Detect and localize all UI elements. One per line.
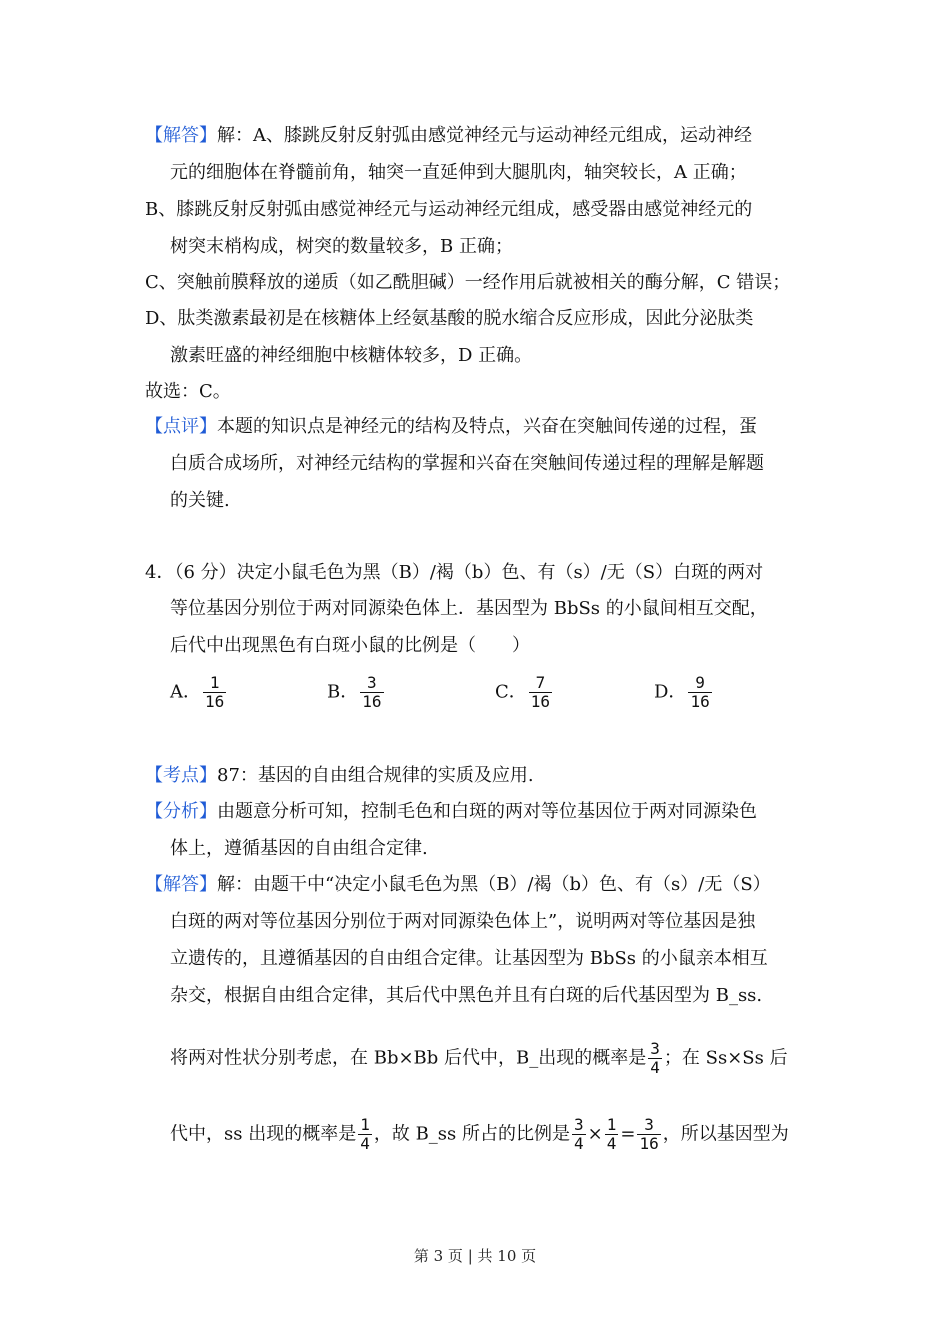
jieda-tag: 【解答】 [145, 874, 217, 895]
fraction-1-4-b: $\frac{1}{4}$ [606, 1115, 617, 1153]
jieda-line-3: 立遗传的，且遵循基因的自由组合定律。让基因型为 BbSs 的小鼠亲本相互 [170, 948, 768, 969]
analysis-line-7: 激素旺盛的神经细胞中核糖体较多，D 正确。 [170, 345, 533, 366]
comment-line-3: 的关键. [170, 490, 230, 511]
fenxi-tag: 【分析】 [145, 801, 217, 822]
option-d-fraction: $\frac{9}{16}$ [690, 673, 710, 711]
fenxi-line-2: 体上，遵循基因的自由组合定律. [170, 838, 428, 859]
option-a-fraction: $\frac{1}{16}$ [205, 673, 225, 711]
jieda-line-4: 杂交，根据自由组合定律，其后代中黑色并且有白斑的后代基因型为 B_ss. [170, 985, 763, 1006]
question-4-line-1: 4．（6 分）决定小鼠毛色为黑（B）/褐（b）色、有（s）/无（S）白斑的两对 [145, 562, 764, 583]
fraction-3-4: $\frac{3}{4}$ [650, 1039, 660, 1077]
option-a: A． $\frac{1}{16}$ [170, 673, 225, 711]
comment-tag: 【点评】 [145, 416, 217, 437]
option-b-fraction: $\frac{3}{16}$ [362, 673, 382, 711]
fraction-1-4: $\frac{1}{4}$ [360, 1115, 370, 1153]
comment-line-1: 【点评】本题的知识点是神经元的结构及特点，兴奋在突触间传递的过程，蛋 [145, 416, 757, 437]
kaodian-tag: 【考点】 [145, 765, 217, 786]
question-4-line-2: 等位基因分别位于两对同源染色体上．基因型为 BbSs 的小鼠间相互交配， [170, 598, 768, 619]
answer-choice-line: 故选：C。 [145, 381, 231, 402]
option-b: B． $\frac{3}{16}$ [327, 673, 382, 711]
option-d: D． $\frac{9}{16}$ [654, 673, 710, 711]
jieda-line-1: 【解答】解：由题干中“决定小鼠毛色为黑（B）/褐（b）色、有（s）/无（S） [145, 874, 771, 895]
analysis-line-5: C、突触前膜释放的递质（如乙酰胆碱）一经作用后就被相关的酶分解，C 错误； [145, 272, 791, 293]
jieda-line-2: 白斑的两对等位基因分别位于两对同源染色体上”，说明两对等位基因是独 [170, 911, 756, 932]
analysis-line-6: D、肽类激素最初是在核糖体上经氨基酸的脱水缩合反应形成，因此分泌肽类 [145, 308, 754, 329]
jieda-line-6: 代中，ss 出现的概率是 $\frac{1}{4}$ ，故 B_ss 所占的比例是 $\frac{3}{4}$ × $\frac{1}{4}$ = $\frac{3}{16}$ ，所以基因型为 [170, 1115, 789, 1153]
answer-tag: 【解答】 [145, 125, 217, 146]
comment-line-2: 白质合成场所，对神经元结构的掌握和兴奋在突触间传递过程的理解是解题 [170, 453, 764, 474]
analysis-line-4: 树突末梢构成，树突的数量较多，B 正确； [170, 236, 513, 257]
page-footer: 第 3 页 | 共 10 页 [413, 1247, 537, 1265]
analysis-line-2: 元的细胞体在脊髓前角，轴突一直延伸到大腿肌肉，轴突较长，A 正确； [170, 162, 747, 183]
question-4-line-3: 后代中出现黑色有白斑小鼠的比例是（ ） [170, 635, 530, 656]
kaodian-line: 【考点】87：基因的自由组合规律的实质及应用. [145, 765, 534, 786]
jieda-line-5: 将两对性状分别考虑，在 Bb×Bb 后代中，B_出现的概率是 $\frac{3}{4}$ ；在 Ss×Ss 后 [170, 1039, 788, 1077]
option-c-fraction: $\frac{7}{16}$ [530, 673, 551, 711]
analysis-line-1: 【解答】解：A、膝跳反射反射弧由感觉神经元与运动神经元组成，运动神经 [145, 125, 752, 146]
option-c: C． $\frac{7}{16}$ [495, 673, 551, 711]
analysis-line-3: B、膝跳反射反射弧由感觉神经元与运动神经元组成，感受器由感觉神经元的 [145, 199, 753, 220]
fenxi-line-1: 【分析】由题意分析可知，控制毛色和白斑的两对等位基因位于两对同源染色 [145, 801, 757, 822]
fraction-3-16: $\frac{3}{16}$ [639, 1115, 659, 1153]
fraction-3-4-b: $\frac{3}{4}$ [574, 1115, 584, 1153]
